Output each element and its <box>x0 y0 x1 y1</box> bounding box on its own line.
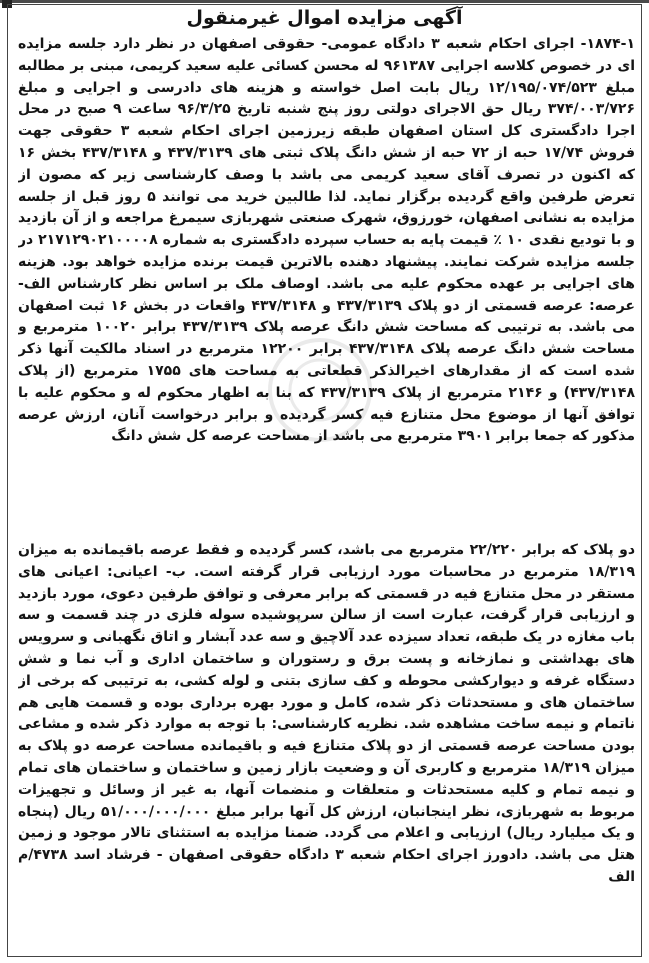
top-rule <box>0 0 649 3</box>
notice-paragraph-2: دو پلاک که برابر ۲۲/۲۲۰ مترمربع می باشد، کسر گردیده و فقط عرصه باقیمانده به میزان ۱۸/۳۱۹ مترمربع در محاسبات مورد ارزیابی قرار گرفته است. ب- اعیانی: اعیانی های مستقر در محل متنازع فیه در قسمتی که برابر معرفی و توافق طرفین دعوی، مورد بازدید و ارزیابی قرار گرفت، عبارت است از سالن سرپوشیده سوله فلزی در چند قسمت و سه باب مغازه در یک طبقه، تعداد سیزده عدد آلاچیق و سه عدد آبشار و اتاق نگهبانی و سرویس های بهداشتی و نمازخانه و پست برق و رستوران و ساختمان اداری و آب نما و شش دستگاه غرفه و دیوارکشی محوطه و کف سازی بتنی و لوله کشی، به ترتیبی که برخی از ساختمان های و مستحدثات ذکر شده، کامل و مورد بهره برداری بوده و قسمت هایی هم ناتمام و نیمه ساخت مشاهده شد. نظریه کارشناسی: با توجه به موارد ذکر شده و مشاعی بودن مساحت عرصه قسمتی از دو پلاک متنازع فیه و باقیمانده مساحت عرصه دو پلاک به میزان ۱۸/۳۱۹ مترمربع و کاربری آن و وضعیت بازار زمین و ساختمان و ساختمان های تمام و نیمه تمام و کلیه مستحدثات و متعلقات و منضمات آنها، به غیر از وسائل و تجهیزات مربوط به شهربازی، نظر اینجانبان، ارزش کل آنها برابر مبلغ ۵۱/۰۰۰/۰۰۰/۰۰۰ ریال (پنجاه و یک میلیارد ریال) ارزیابی و اعلام می گردد. ضمنا مزایده به استثنای تالار موجود و زمین هتل می باشد. دادورز اجرای احکام شعبه ۳ دادگاه حقوقی اصفهان - فرشاد اسد ۴۷۳۸/م الف <box>18 542 635 885</box>
notice-title: آگهی مزایده اموال غیرمنقول <box>186 7 463 29</box>
notice-paragraph-1: ۱۸۷۴-۱- اجرای احکام شعبه ۳ دادگاه عمومی- حقوقی اصفهان در نظر دارد جلسه مزایده ای در خصوص کلاسه اجرایی ۹۶۱۳۸۷ له محسن کسائی علیه سعید کریمی، مبنی بر مطالبه مبلغ ۱۲/۱۹۵/۰۷۴/۵۲۳ ریال بابت اصل خواسته و هزینه های دادرسی و اجرایی و مبلغ ۳۷۴/۰۰۳/۷۲۶ ریال حق الاجرای دولتی روز پنج شنبه تاریخ ۹۶/۳/۲۵ ساعت ۹ صبح در محل اجرا دادگستری کل استان اصفهان طبقه زیرزمین اجرای احکام شعبه ۳ حقوقی جهت فروش ۱۷/۷۴ حبه از ۷۲ حبه از شش دانگ پلاک ثبتی های ۴۳۷/۳۱۳۹ و ۴۳۷/۳۱۴۸ بخش ۱۶ که اکنون در تصرف آقای سعید کریمی می باشد با وصف کارشناسی زیر که مصون از تعرض طرفین واقع گردیده برگزار نماید. لذا طالبین خرید می توانند ۵ روز قبل از جلسه مزایده به نشانی اصفهان، خورزوق، شهرک صنعتی شهربازی سیمرغ مراجعه و از آن بازدید و با تودیع نقدی ۱۰ ٪ قیمت پایه به حساب سپرده دادگستری به شماره ۲۱۷۱۲۹۰۲۱۰۰۰۰۸ در جلسه مزایده شرکت نمایند. پیشنهاد دهنده بالاترین قیمت برنده مزایده خواهد بود. هزینه های اجرایی بر عهده محکوم علیه می باشد. اوصاف ملک بر اساس نظر کارشناس الف- عرصه: عرصه قسمتی از دو پلاک ۴۳۷/۳۱۳۹ و ۴۳۷/۳۱۴۸ واقعات در بخش ۱۶ ثبت اصفهان می باشد. به ترتیبی که مساحت شش دانگ عرصه پلاک ۴۳۷/۳۱۳۹ برابر ۱۰۰۲۰ مترمربع و مساحت شش دانگ عرصه پلاک ۴۳۷/۳۱۴۸ برابر ۱۲۲۰۰ مترمربع در اسناد مالکیت آنها ذکر شده است که از مقدارهای اخیرالذکر قطعاتی به مساحت های ۱۷۵۵ مترمربع (از پلاک ۴۳۷/۳۱۴۸) و ۲۱۴۶ مترمربع از پلاک ۴۳۷/۳۱۳۹ که بنا به اظهار محکوم له و محکوم علیه با توافق آنها از موضوع محل متنازع فیه کسر گردیده و برابر درخواست آنان، ارزش عرصه مذکور که جمعا برابر ۳۹۰۱ مترمربع می باشد از مساحت عرصه کل شش دانگ <box>18 36 635 445</box>
